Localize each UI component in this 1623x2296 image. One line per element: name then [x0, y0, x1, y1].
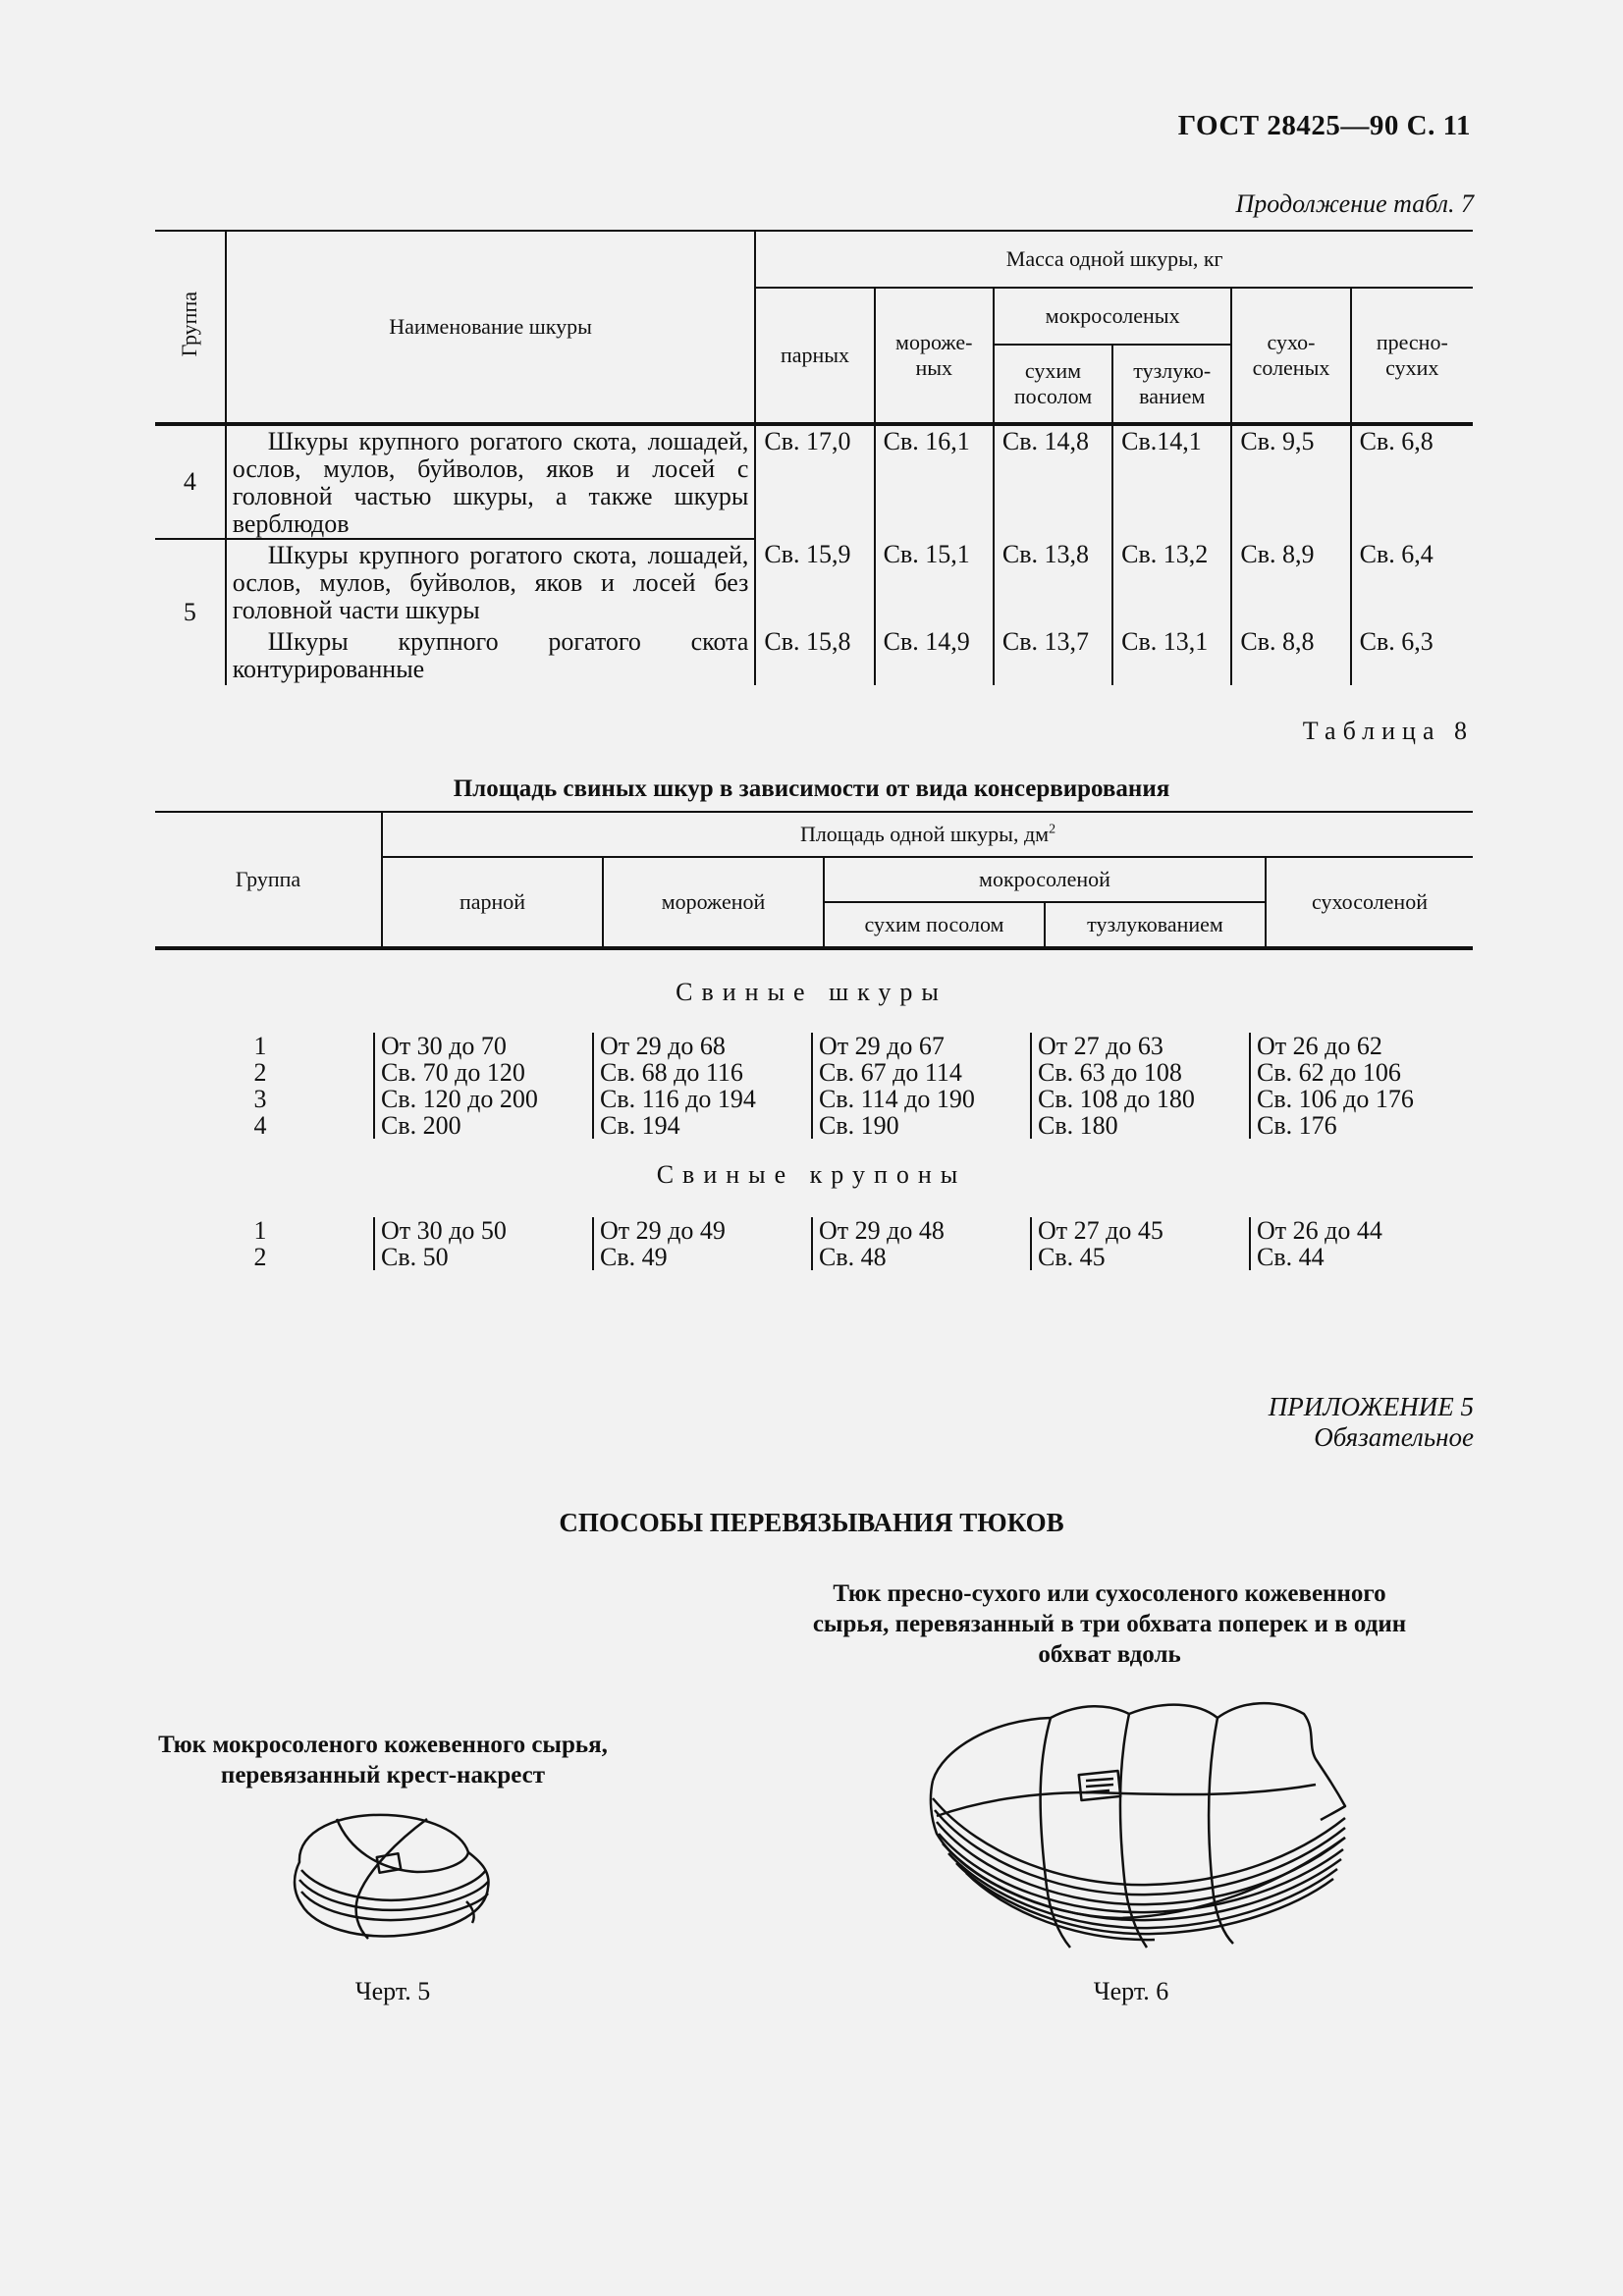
row-group: 5 [155, 539, 226, 685]
value-cell: Св. 13,7 [994, 626, 1112, 685]
value-cell: Св. 14,9 [875, 626, 994, 685]
value-cell: Св. 8,8 [1231, 626, 1350, 685]
value-cell: Св. 15,9 [755, 539, 874, 626]
value-cell: Св. 13,8 [994, 539, 1112, 626]
group-numbers: 1 2 [253, 1216, 267, 1271]
appendix-status: Обязательное [1314, 1422, 1474, 1452]
values-suhosolenoi: От 26 до 44 Св. 44 [1249, 1217, 1382, 1270]
values-suhosolenoi: От 26 до 62 Св. 62 до 106 Св. 106 до 176 Св. 176 [1249, 1033, 1414, 1139]
col-mokrosolenoi: мокросоленой [824, 857, 1266, 902]
value-cell: Св. 13,1 [1112, 626, 1231, 685]
value-cell: Св. 6,8 [1351, 424, 1473, 539]
table-continuation-note: Продолжение табл. 7 [1235, 189, 1474, 218]
col-mokrosolenyh: мокросоленых [994, 288, 1232, 345]
bale-cross-tied-illustration [280, 1801, 496, 1958]
col-parnyh: парных [755, 288, 874, 424]
values-tuzlukovaniem: От 27 до 45 Св. 45 [1030, 1217, 1163, 1270]
col-parnoi: парной [382, 857, 603, 948]
table-row [155, 424, 1473, 539]
group-header: Группа [155, 231, 226, 424]
figure-6-label: Черт. 6 [1093, 1977, 1169, 2005]
row-name: Шкуры крупного рогатого скота, лошадей, ослов, мулов, буйволов, яков и лосей без головной части шкуры [226, 539, 756, 626]
name-header: Наименование шкуры [226, 231, 756, 424]
table-8-section-1 [155, 1033, 1473, 1141]
appendix-title: СПОСОБЫ ПЕРЕВЯЗЫВАНИЯ ТЮКОВ [559, 1508, 1064, 1537]
figure-5-label: Черт. 5 [354, 1977, 431, 2005]
row-name: Шкуры крупного рогатого скота, лошадей, ослов, мулов, буйволов, яков и лосей с головной частью шкуры, а также шкуры верблюдов [226, 424, 756, 539]
values-suhim-posolom: От 29 до 48 Св. 48 [811, 1217, 945, 1270]
values-suhim-posolom: От 29 до 67 Св. 67 до 114 Св. 114 до 190 Св. 190 [811, 1033, 975, 1139]
value-cell: Св. 15,1 [875, 539, 994, 626]
table-8-header [155, 811, 1473, 950]
values-parnoi: От 30 до 50 Св. 50 [373, 1217, 507, 1270]
appendix-number: ПРИЛОЖЕНИЕ 5 [1268, 1392, 1474, 1421]
col-suhosolenoi: сухосоленой [1266, 857, 1473, 948]
col-morozh: мороже- ных [875, 288, 994, 424]
table-8-section-2 [155, 1217, 1473, 1272]
table-row [155, 539, 1473, 626]
appendix-label [1269, 1392, 1474, 1453]
bale-four-strap-illustration [923, 1690, 1355, 1955]
value-cell: Св.14,1 [1112, 424, 1231, 539]
figure-6-caption: Тюк пресно-сухого или сухосоленого кожевенного сырья, перевязанный в три обхвата поперек и в один обхват вдоль [812, 1580, 1407, 1668]
value-cell: Св. 6,3 [1351, 626, 1473, 685]
value-cell: Св. 14,8 [994, 424, 1112, 539]
table-8-title: Площадь свиных шкур в зависимости от вида консервирования [453, 775, 1170, 802]
group-numbers: 1 2 3 4 [253, 1032, 267, 1140]
value-cell: Св. 8,9 [1231, 539, 1350, 626]
col-suhim-posolom: сухим посолом [824, 902, 1045, 948]
value-cell: Св. 9,5 [1231, 424, 1350, 539]
value-cell: Св. 17,0 [755, 424, 874, 539]
mass-header: Масса одной шкуры, кг [755, 231, 1473, 288]
value-cell: Св. 13,2 [1112, 539, 1231, 626]
section-svinye-shkury: Свиные шкуры [676, 978, 947, 1006]
values-parnoi: От 30 до 70 Св. 70 до 120 Св. 120 до 200 Св. 200 [373, 1033, 538, 1139]
row-group: 4 [183, 467, 196, 496]
col-suhim-posolom: сухим посолом [994, 345, 1112, 424]
col-tuzlukovaniem: тузлукованием [1045, 902, 1266, 948]
figure-5-caption: Тюк мокросоленого кожевенного сырья, перевязанный крест-накрест [158, 1732, 608, 1789]
value-cell: Св. 15,8 [755, 626, 874, 685]
value-cell: Св. 6,4 [1351, 539, 1473, 626]
area-header: Площадь одной шкуры, $дм^2$ [382, 812, 1473, 857]
table-7 [155, 230, 1473, 685]
col-suhosolenyh: сухо- соленых [1231, 288, 1350, 424]
values-morozhenoi: От 29 до 49 Св. 49 [592, 1217, 726, 1270]
doc-reference: ГОСТ 28425—90 С. 11 [1177, 110, 1471, 141]
col-morozhenoi: мороженой [603, 857, 824, 948]
table-row [155, 626, 1473, 685]
group-header: Группа [155, 812, 382, 948]
value-cell: Св. 16,1 [875, 424, 994, 539]
section-svinye-krupony: Свиные крупоны [656, 1160, 967, 1189]
col-presnosuhih: пресно- сухих [1351, 288, 1473, 424]
values-morozhenoi: От 29 до 68 Св. 68 до 116 Св. 116 до 194 Св. 194 [592, 1033, 756, 1139]
col-tuzlukovaniem: тузлуко- ванием [1112, 345, 1231, 424]
values-tuzlukovaniem: От 27 до 63 Св. 63 до 108 Св. 108 до 180 Св. 180 [1030, 1033, 1195, 1139]
row-name: Шкуры крупного рогатого скота контурированные [226, 626, 756, 685]
table-8-caption: Таблица 8 [1302, 717, 1474, 745]
